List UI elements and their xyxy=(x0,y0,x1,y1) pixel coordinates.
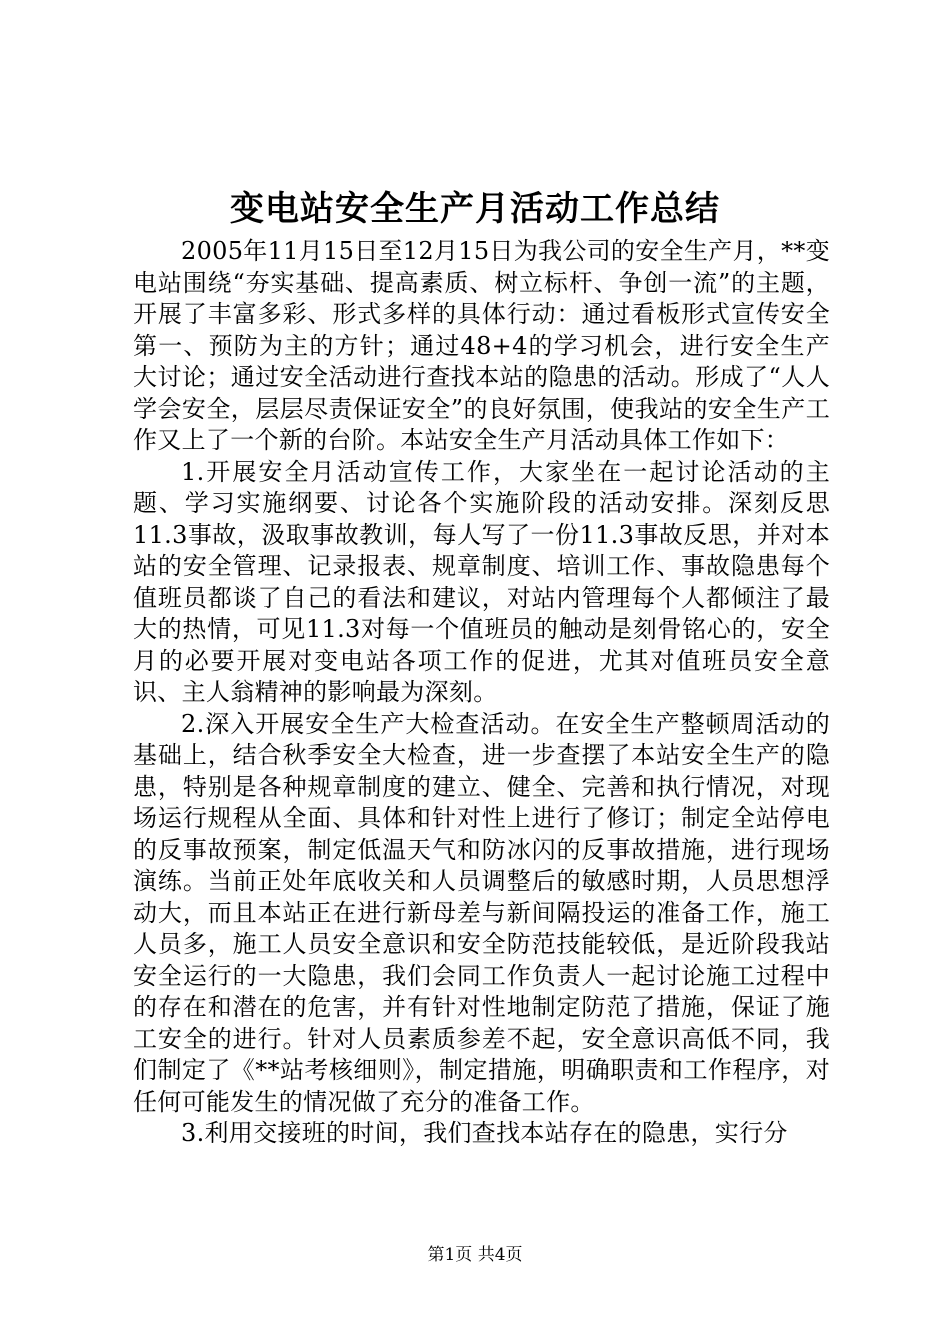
paragraph-item-1: 1.开展安全月活动宣传工作，大家坐在一起讨论活动的主题、学习实施纲要、讨论各个实施阶段的活动安排。深刻反思11.3事故，汲取事故教训，每人写了一份11.3事故反思，并对本站的安全管理、记录报表、规章制度、培训工作、事故隐患每个值班员都谈了自己的看法和建议，对站内管理每个人都倾注了最大的热情，可见11.3对每一个值班员的触动是刻骨铭心的，安全月的必要开展对变电站各项工作的促进，尤其对值班员安全意识、主人翁精神的影响最为深刻。 xyxy=(133,457,830,706)
paragraph-intro: 2005年11月15日至12月15日为我公司的安全生产月，**变电站围绕“夯实基础、提高素质、树立标杆、争创一流”的主题，开展了丰富多彩、形式多样的具体行动：通过看板形式宣传安全第一、预防为主的方针；通过48+4的学习机会，进行安全生产大讨论；通过安全活动进行查找本站的隐患的活动。形成了“人人学会安全，层层尽责保证安全”的良好氛围，使我站的安全生产工作又上了一个新的台阶。本站安全生产月活动具体工作如下： xyxy=(133,237,830,454)
paragraph-item-2: 2.深入开展安全生产大检查活动。在安全生产整顿周活动的基础上，结合秋季安全大检查，进一步查摆了本站安全生产的隐患，特别是各种规章制度的建立、健全、完善和执行情况，对现场运行规程从全面、具体和针对性上进行了修订；制定全站停电的反事故预案，制定低温天气和防冰闪的反事故措施，进行现场演练。当前正处年底收关和人员调整后的敏感时期，人员思想浮动大，而且本站正在进行新母差与新间隔投运的准备工作，施工人员多，施工人员安全意识和安全防范技能较低，是近阶段我站安全运行的一大隐患，我们会同工作负责人一起讨论施工过程中的存在和潜在的危害，并有针对性地制定防范了措施，保证了施工安全的进行。针对人员素质参差不起，安全意识高低不同，我们制定了《**站考核细则》，制定措施，明确职责和工作程序，对任何可能发生的情况做了充分的准备工作。 xyxy=(133,709,830,1116)
document-title: 变电站安全生产月活动工作总结 xyxy=(230,189,720,229)
document-body xyxy=(133,236,830,1150)
page-number-footer: 第1页 共4页 xyxy=(427,1245,523,1265)
paragraph-item-3: 3.利用交接班的时间，我们查找本站存在的隐患，实行分 xyxy=(181,1119,788,1147)
